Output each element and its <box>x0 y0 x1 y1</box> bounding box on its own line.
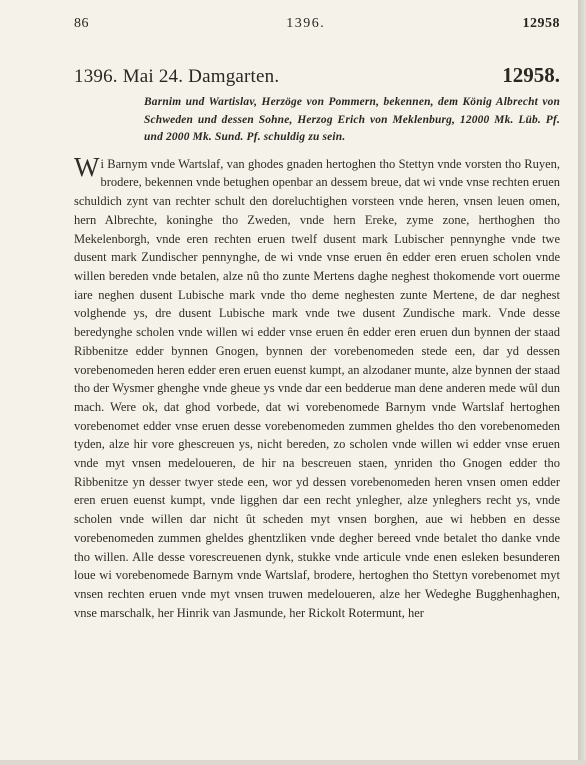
charter-text <box>74 151 560 623</box>
running-head <box>74 16 560 36</box>
running-head-charter-number: 12958 <box>522 16 560 31</box>
page-number: 86 <box>74 16 89 31</box>
charter-body: i Barnym vnde Wartslaf, van ghodes gnaden hertoghen tho Stettyn vnde vorsten tho Ruyen, brodere, bekennen vnde betughen openbar an dessem breue, dat wi vnde vnse rechten eruen schuldich zynt van rechter schult den doreluchtighen vorsteen vnde heren, vnsen leuen omen, hern Albrechte, koninghe tho Zweden, vnde hern Ereke, zyme zone, herthoghen tho Mekelenborgh, vnde eren rechten eruen twelf dusent mark Lubischer pennynghe vnde twe dusent mark Zundischer pennynghe, de wi vnde vnse eruen ên edder eren eruen scholen vnde willen bereden vnde betalen, alze nû tho zunte Mertens daghe neghest thokomende vort ouerme iare neghen dusent Lubische mark vnde tho deme neghesten zunte Mertene, de dar neghest volghende ys, dre dusent Lubische mark vnde twe dusent Zundische mark. Vnde desse beredynghe scholen vnde willen wi edder vnse eruen ên edder eren eruen dun bynnen der staad Ribbenitze edder bynnen Gnogen, bynnen der vorebenomeden stede een, dar yd dessen vorebenomeden heren edder eren eruen euenst kumpt, an alzodaner munte, alze bynnen der staad tho der Wysmer ghenghe vnde gheue ys vnde dar een bedderue man dene anderen mede wûl dun mach. Were ok, dat ghod vorbede, dat wi vorebenomede Barnym vnde Wartslaf hertoghen vorebenomet edder vnse eruen desse vorebenomeden zummen gheldes tho den vorebenomeden tyden, alze hir vore ghescreuen ys, nicht bereden, zo scholen vnde willen wi edder vnse eruen vnde myt vnsen medeloueren, de hir na bescreuen staen, ynriden tho Gnogen edder tho Ribbenitze yn desser twyer stede een, wor yd dessen vorebenomeden heren vnsen omen edder eren eruen euenst kumpt, vnde ligghen dar een recht ynlegher, alze ynleghers recht ys, vnde scholen vnde willen dar nicht ût scheden myt vnsen borghen, aue wi hebben en desse vorebenomeden zummen gheldes ghentzliken vnde degher bereed vnde betalet tho danke vnde tho willen. Alle desse vorescreuenen dynk, stukke vnde articule vnde enen esleken besunderen loue wi vorebenomede Barnym vnde Wartslaf, brodere, hertoghen tho Stettyn vorebenomet myt vnsen rechten eruen vnde myt vnsen truwen medeloueren, alze her Wedeghe Bugghenhaghen, vnse marschalk, her Hinrik van Jasmunde, her Rickolt Rotermunt, her <box>74 156 560 620</box>
charter-summary: Barnim und Wartislav, Herzöge von Pommern, bekennen, dem König Albrecht von Schweden und dessen Sohne, Herzog Erich von Meklenburg, 12000 Mk. Lüb. Pf. und 2000 Mk. Sund. Pf. schuldig zu sein. <box>144 96 560 144</box>
charter-heading <box>74 63 560 88</box>
running-head-year: 1396. <box>286 16 326 31</box>
initial-letter: W <box>74 151 100 182</box>
charter-date-place: 1396. Mai 24. Damgarten. <box>74 66 280 87</box>
page-bottom-edge <box>0 760 586 765</box>
page-edge <box>578 0 586 765</box>
charter-number: 12958. <box>502 63 560 87</box>
